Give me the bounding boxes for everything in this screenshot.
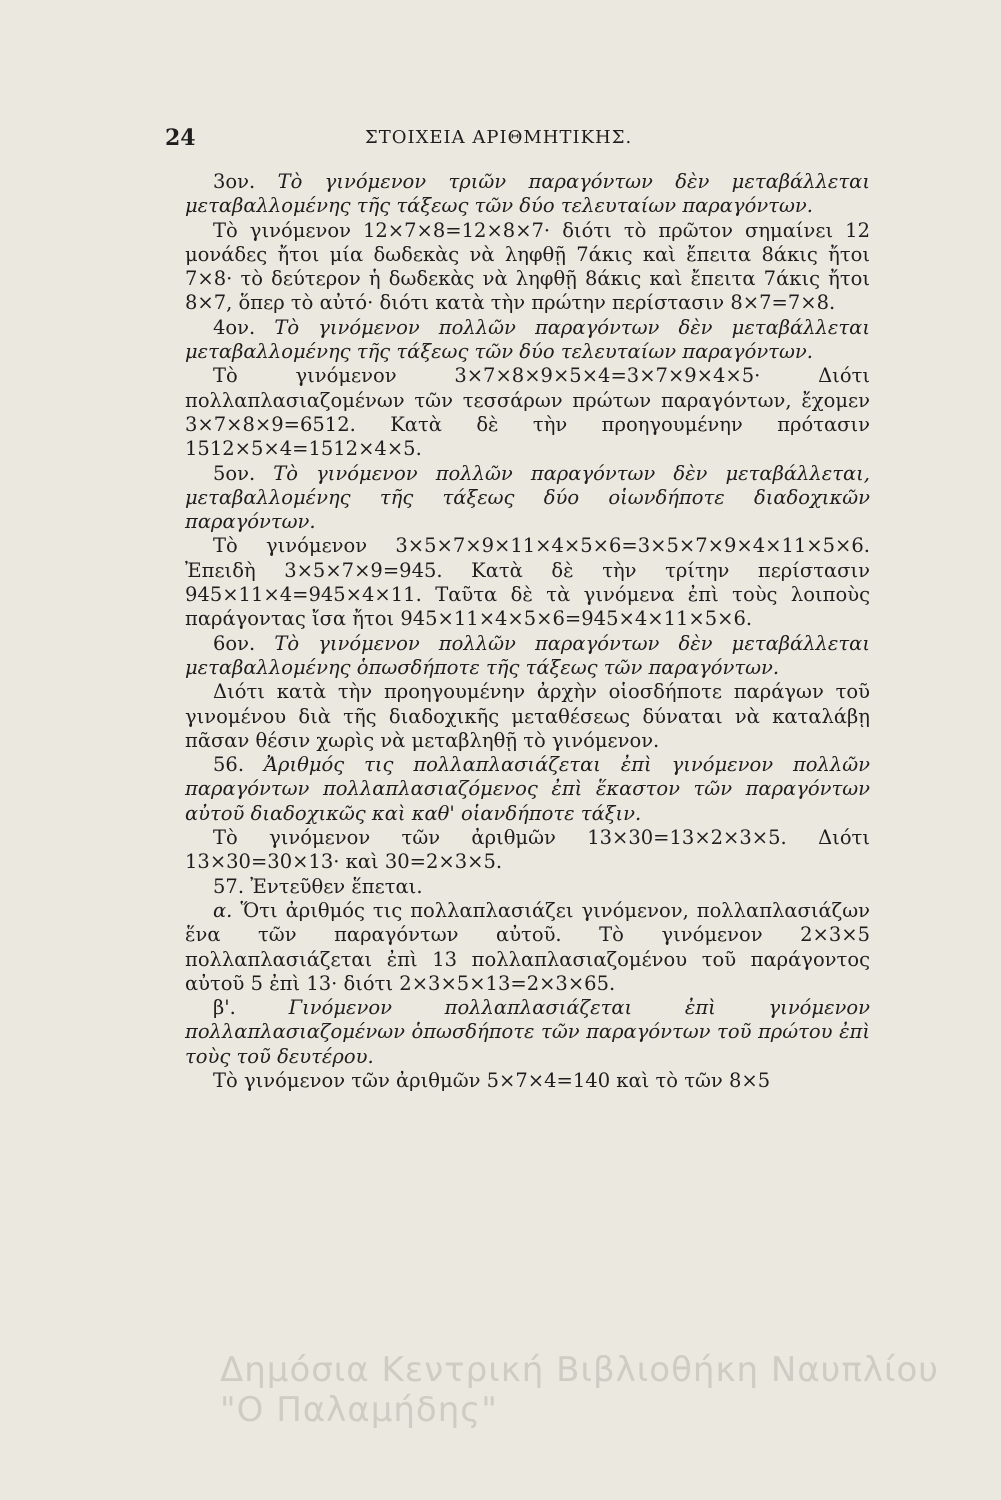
paragraph-example-3	[185, 219, 870, 316]
paragraph-section-56	[185, 753, 870, 826]
paragraph-section-57	[185, 875, 870, 899]
paragraph-text: Τὸ γινόμενον 3×7×8×9×5×4=3×7×9×4×5· Διότι πολλαπλασιαζομένων τῶν τεσσάρων πρώτων παραγόντων, ἔχομεν 3×7×8×9=6512. Κατὰ δὲ τὴν προηγουμένην πρότασιν 1512×5×4=1512×4×5.	[185, 364, 870, 461]
paragraph-text: Διότι κατὰ τὴν προηγουμένην ἀρχὴν οἱοσδήποτε παράγων τοῦ γινομένου διὰ τῆς διαδοχικῆς μεταθέσεως δύναται νὰ καταλάβῃ πᾶσαν θέσιν χωρὶς νὰ μεταβληθῇ τὸ γινόμενον.	[185, 680, 870, 752]
paragraph-example-5	[185, 534, 870, 631]
paragraph-text: Γινόμενον πολλαπλασιάζεται ἐπὶ γινόμενον πολλαπλασιαζομένων ὁπωσδήποτε τῶν παραγόντων τοῦ πρώτου ἐπὶ τοὺς τοῦ δευτέρου.	[185, 996, 870, 1068]
paragraph-rule-5	[185, 462, 870, 535]
paragraph-rule-4	[185, 316, 870, 365]
paragraph-label: α.	[213, 898, 233, 922]
paragraph-label: 57.	[213, 874, 245, 898]
watermark-line-1: Δημόσια Κεντρική Βιβλιοθήκη Ναυπλίου	[220, 1350, 939, 1390]
paragraph-text: Ἐντεῦθεν ἕπεται.	[250, 874, 423, 898]
paragraph-example-56	[185, 826, 870, 875]
paragraph-example-6	[185, 680, 870, 753]
paragraph-text: Τὸ γινόμενον πολλῶν παραγόντων δὲν μεταβάλλεται μεταβαλλομένης ὁπωσδήποτε τῆς τάξεως τῶν παραγόντων.	[185, 631, 870, 679]
paragraph-label: β'.	[213, 996, 236, 1020]
paragraph-text: Τὸ γινόμενον 12×7×8=12×8×7· διότι τὸ πρῶτον σημαίνει 12 μονάδες ἤτοι μία δωδεκὰς νὰ ληφθῇ 7άκις καὶ ἔπειτα 8άκις ἤτοι 7×8· τὸ δεύτερον ἡ δωδεκὰς νὰ ληφθῇ 8άκις καὶ ἔπειτα 7άκις ἤτοι 8×7, ὅπερ τὸ αὐτό· διότι κατὰ τὴν πρώτην περίστασιν 8×7=7×8.	[185, 218, 870, 315]
paragraph-label: 5ον.	[213, 461, 256, 485]
paragraph-text: Ἀριθμός τις πολλαπλασιάζεται ἐπὶ γινόμενον πολλῶν παραγόντων πολλαπλασιαζόμενος ἐπὶ ἕκαστον τῶν παραγόντων αὐτοῦ διαδοχικῶς καὶ καθ' οἱανδήποτε τάξιν.	[185, 753, 871, 825]
running-title: ΣΤΟΙΧΕΙΑ ΑΡΙΘΜΗΤΙΚΗΣ.	[365, 127, 633, 148]
library-watermark	[220, 1350, 1000, 1430]
paragraph-label: 56.	[213, 753, 245, 777]
body-text	[185, 170, 870, 1093]
paragraph-rule-6	[185, 632, 870, 681]
paragraph-text: Τὸ γινόμενον τῶν ἀριθμῶν 13×30=13×2×3×5. Διότι 13×30=30×13· καὶ 30=2×3×5.	[185, 826, 870, 874]
paragraph-corollary-b	[185, 996, 870, 1069]
paragraph-text: Τὸ γινόμενον πολλῶν παραγόντων δὲν μεταβάλλεται, μεταβαλλομένης τῆς τάξεως δύο οἱωνδήποτε διαδοχικῶν παραγόντων.	[185, 461, 870, 534]
page-number: 24	[165, 125, 196, 151]
paragraph-corollary-a	[185, 899, 870, 996]
paragraph-text: Τὸ γινόμενον πολλῶν παραγόντων δὲν μεταβάλλεται μεταβαλλομένης τῆς τάξεως τῶν δύο τελευταίων παραγόντων.	[185, 315, 870, 364]
page-header	[165, 125, 865, 155]
paragraph-rule-3	[185, 170, 870, 219]
paragraph-label: 6ον.	[213, 631, 256, 655]
watermark-line-2: "Ο Παλαμήδης"	[220, 1390, 498, 1430]
paragraph-example-final	[185, 1069, 870, 1093]
paragraph-text: Ὅτι ἀριθμός τις πολλαπλασιάζει γινόμενον, πολλαπλασιάζων ἕνα τῶν παραγόντων αὐτοῦ. Τὸ γινόμενον 2×3×5 πολλαπλασιάζεται ἐπὶ 13 πολλαπλασιαζομένου τοῦ παράγοντος αὐτοῦ 5 ἐπὶ 13· διότι 2×3×5×13=2×3×65.	[185, 898, 870, 995]
paragraph-text: Τὸ γινόμενον 3×5×7×9×11×4×5×6=3×5×7×9×4×11×5×6. Ἐπειδὴ 3×5×7×9=945. Κατὰ δὲ τὴν τρίτην περίστασιν 945×11×4=945×4×11. Ταῦτα δὲ τὰ γινόμενα ἐπὶ τοὺς λοιποὺς παράγοντας ἴσα ἤτοι 945×11×4×5×6=945×4×11×5×6.	[185, 534, 870, 631]
paragraph-text: Τὸ γινόμενον τριῶν παραγόντων δὲν μεταβάλλεται μεταβαλλομένης τῆς τάξεως τῶν δύο τελευταίων παραγόντων.	[185, 170, 870, 218]
paragraph-label: 3ον.	[213, 170, 256, 193]
paragraph-example-4	[185, 364, 870, 461]
paragraph-text: Τὸ γινόμενον τῶν ἀριθμῶν 5×7×4=140 καὶ τὸ τῶν 8×5	[213, 1068, 771, 1092]
paragraph-label: 4ον.	[213, 315, 256, 339]
